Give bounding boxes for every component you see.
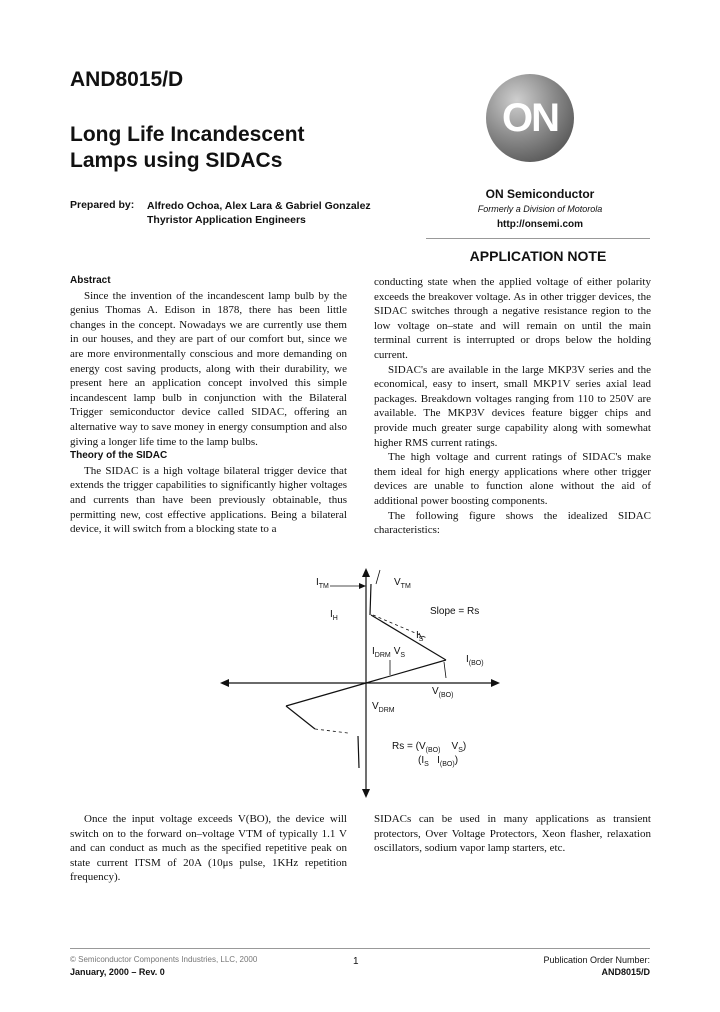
title-line-2: Lamps using SIDACs xyxy=(70,149,283,172)
publication-number: AND8015/D xyxy=(601,967,650,977)
on-state-line xyxy=(370,584,371,615)
company-url[interactable]: http://onsemi.com xyxy=(496,219,584,230)
fig-label-vdrm: $V_{DRM}$ xyxy=(372,701,395,714)
y-axis-bottom-arrow xyxy=(362,789,370,798)
fig-label-is: $I_S$ xyxy=(416,630,424,643)
neg-resistance-line xyxy=(286,706,315,729)
fig-label-slope: Slope = Rs xyxy=(430,606,480,617)
blocking-region-line xyxy=(366,660,446,683)
logo-text: ON xyxy=(502,95,558,140)
fig-label-vbo: $V_{(BO)}$ xyxy=(432,686,454,699)
company-formerly: Formerly a Division of Motorola xyxy=(477,204,603,214)
bottom-right-paragraph xyxy=(374,812,651,856)
footer-date: January, 2000 – Rev. 0 xyxy=(70,967,165,977)
fig-label-vtm: $V_{TM}$ xyxy=(394,577,411,590)
theory-heading: Theory of the SIDAC xyxy=(70,450,168,462)
neg-slope-dashed-line xyxy=(315,729,348,733)
x-axis-left-arrow xyxy=(220,679,229,687)
publication-label: Publication Order Number: xyxy=(543,955,650,965)
vbo-marker xyxy=(444,662,446,678)
right-column xyxy=(374,275,651,538)
authors-block xyxy=(147,199,371,227)
fig-label-idrm-vs: $I_{DRM}$ $V_S$ xyxy=(372,646,406,659)
authors: Alfredo Ochoa, Alex Lara & Gabriel Gonzalez xyxy=(147,200,371,212)
fig-label-itm: $I_{TM}$ xyxy=(316,577,329,590)
sidac-characteristic-figure xyxy=(220,568,500,798)
y-axis-top-arrow xyxy=(362,568,370,577)
company-name: ON Semiconductor xyxy=(485,187,595,201)
neg-on-state-line xyxy=(358,736,359,768)
on-semiconductor-logo-icon xyxy=(486,74,574,162)
prepared-by-label: Prepared by: xyxy=(70,199,135,211)
fig-label-ih: $I_H$ xyxy=(330,609,338,622)
copyright: © Semiconductor Components Industries, LLC, 2000 xyxy=(70,955,258,964)
divider xyxy=(426,238,650,239)
right-paragraph-4: The following figure shows the idealized SIDAC characteristics: xyxy=(374,509,651,537)
fig-label-ibo: $I_{(BO)}$ xyxy=(466,654,484,667)
abstract-text: Since the invention of the incandescent lamp bulb by the genius Thomas A. Edison in 1878, there has been little changes in the concept. Nowadays we are currently use them in our houses, and they are part of our comfort but, since we are more environmentally conscious and more demanding on energy cost saving products, along with their durability, we present here an application concept involved this simple incandescent lamp bulb in conjunction with the Bilateral Trigger semiconductor device called SIDAC, offering an alternative way to save money in energy consumption and also giving a longer life time to the lamp bulbs. xyxy=(70,289,347,448)
bottom-right-text: SIDACs can be used in many applications as transient protectors, Over Voltage Protectors, Xeon flasher, relaxation oscillators, sodium vapor lamp starters, etc. xyxy=(374,813,651,855)
vtm-pointer xyxy=(376,570,380,584)
abstract-heading: Abstract xyxy=(70,275,111,286)
title-line-1: Long Life Incandescent xyxy=(70,123,305,146)
right-paragraph-1: conducting state when the applied voltage of either polarity exceeds the breakover voltage. As in other trigger devices, the SIDAC switches through a negative resistance region to the low voltage on–state and will remain on until the main terminal current is interrupted or drops below the holding current. xyxy=(374,276,651,361)
slope-dashed-line xyxy=(373,615,427,638)
bottom-left-paragraph xyxy=(70,812,347,885)
itm-arrowhead xyxy=(359,583,366,589)
right-paragraph-3: The high voltage and current ratings of SIDAC's make them ideal for high energy applications where other trigger devices are unable to function alone without the aid of additional power boosting components. xyxy=(374,451,651,507)
left-column xyxy=(70,274,347,537)
document-type: APPLICATION NOTE xyxy=(469,248,607,264)
authors-role: Thyristor Application Engineers xyxy=(147,214,306,226)
right-paragraph-2: SIDAC's are available in the large MKP3V series and the economical, easy to insert, small MKP1V series axial lead packages. Breakdown voltages ranging from 110 to 250V are available. The MKP3V devices feature bigger chips and provide much greater surge capability along with somewhat higher RMS current ratings. xyxy=(374,363,651,449)
page-number: 1 xyxy=(353,956,359,967)
fig-label-rs-denominator: ($I_S$ $I_{(BO)}$) xyxy=(418,755,459,768)
fig-label-rs-numerator: $Rs = (V_{(BO)}$ $V_S$) xyxy=(392,741,467,754)
neg-blocking-line xyxy=(286,683,366,706)
document-number: AND8015/D xyxy=(70,68,184,91)
x-axis-right-arrow xyxy=(491,679,500,687)
footer-divider xyxy=(70,948,650,949)
theory-text: The SIDAC is a high voltage bilateral trigger device that extends the trigger capabilities to significantly higher voltages and currents than have been previously obtainable, thus permitting new, cost effective applications. Being a bilateral device, it will switch from a blocking state to a xyxy=(70,464,347,536)
page-title xyxy=(70,122,390,174)
bottom-left-text: Once the input voltage exceeds V(BO), the device will switch on to the forward on–voltage VTM of typically 1.1 V and can conduct as much as the specified repetitive peak on state current ITSM of 20A (10μs pulse, 1KHz repetition frequency). xyxy=(70,813,347,884)
